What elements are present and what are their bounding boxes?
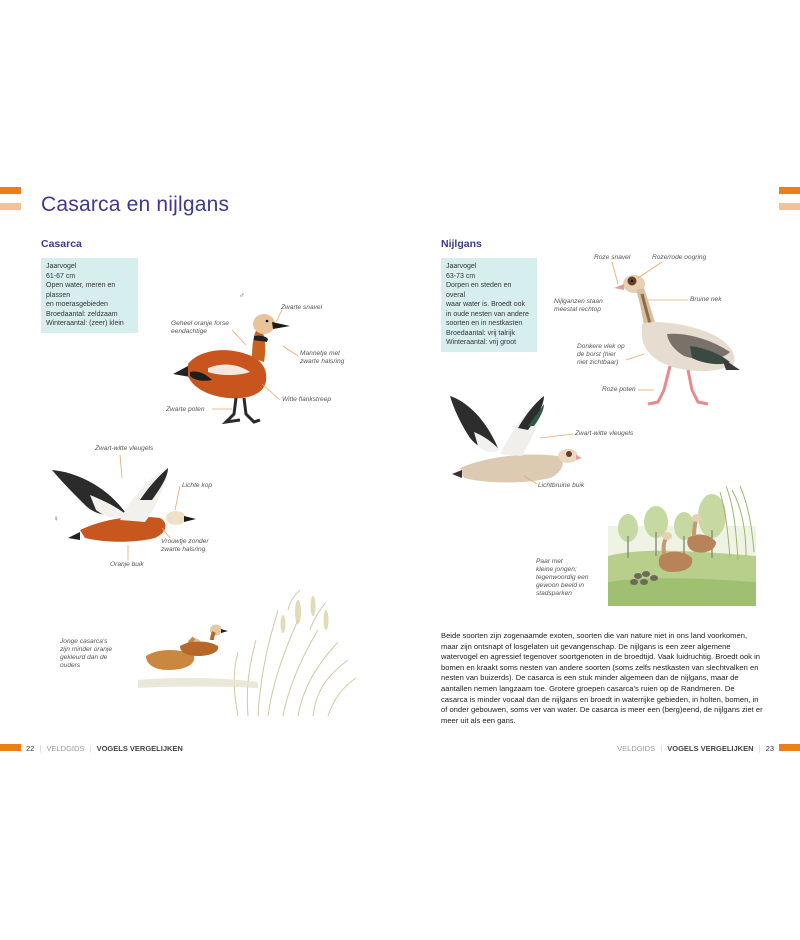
- footer-sep: |: [758, 744, 761, 753]
- label-roze-poten: Roze poten: [602, 386, 636, 393]
- label-roze-snavel: Roze snavel: [594, 254, 631, 261]
- nijlgans-park-family-illustration: [608, 486, 756, 606]
- footer-right: [617, 744, 774, 753]
- footer-series-left: VELDGIDS: [46, 744, 85, 753]
- footer-chapter-left: VOGELS VERGELIJKEN: [96, 744, 183, 753]
- info-line: Broedaantal: zeldzaam: [46, 310, 118, 318]
- label-oranje-buik: Oranje buik: [110, 561, 144, 568]
- label-mannetje-halsring: Mannetje met zwarte halsring: [300, 350, 345, 365]
- page-number-left: 22: [26, 744, 35, 753]
- info-line: Winteraantal: vrij groot: [446, 339, 517, 346]
- info-line: Open water, meren en plassen: [46, 282, 116, 299]
- info-line: in oude nesten van andere: [446, 310, 529, 318]
- label-zwarte-snavel: Zwarte snavel: [281, 304, 323, 311]
- young-casarcas-reeds-illustration: [138, 590, 360, 716]
- info-line: 63-73 cm: [446, 272, 476, 280]
- casarca-heading: Casarca: [41, 238, 82, 250]
- female-symbol: ♀: [53, 514, 59, 523]
- info-line: Dorpen en steden en overal: [446, 282, 512, 299]
- footer-left-bar: [0, 744, 21, 751]
- info-line: 61-67 cm: [46, 272, 76, 280]
- info-line: Jaarvogel: [446, 263, 477, 270]
- info-line: soorten en in nestkasten: [446, 320, 523, 327]
- male-symbol: ♂: [239, 291, 245, 300]
- label-zwart-witte-vleugels-casarca: Zwart-witte vleugels: [95, 445, 154, 452]
- info-line: Winteraantal: (zeer) klein: [46, 320, 124, 327]
- info-line: en moerasgebieden: [46, 301, 108, 308]
- page-number-right: 23: [765, 744, 774, 753]
- footer-series-right: VELDGIDS: [617, 744, 656, 753]
- label-lichtbruine-buik: Lichtbruine buik: [538, 482, 585, 489]
- label-vrouwtje: Vrouwtje zonder zwarte halsring: [161, 538, 209, 553]
- footer-left: [26, 744, 183, 753]
- info-line: Broedaantal: vrij talrijk: [446, 329, 515, 337]
- footer-sep: |: [39, 744, 42, 753]
- nijlgans-heading: Nijlgans: [441, 238, 482, 250]
- footer-right-bar: [779, 744, 800, 751]
- info-line: Jaarvogel: [46, 263, 77, 270]
- label-witte-flankstreep: Witte flankstreep: [282, 396, 332, 403]
- label-nijlganzen-staan: Nijlganzen staan meestal rechtop: [554, 298, 603, 313]
- label-geheel-oranje: Geheel oranje forse eendachtige: [171, 320, 229, 335]
- footer-sep: |: [89, 744, 92, 753]
- label-zwart-witte-vleugels-nijlgans: Zwart-witte vleugels: [575, 430, 634, 437]
- label-bruine-nek: Bruine nek: [690, 296, 722, 303]
- footer-chapter-right: VOGELS VERGELIJKEN: [667, 744, 754, 753]
- label-donkere-vlek: Donkere vlek op de borst (hier niet zichtbaar): [577, 343, 625, 366]
- label-roze-oogring: Roze/rode oogring: [652, 254, 707, 261]
- label-zwarte-poten: Zwarte poten: [166, 406, 205, 413]
- label-jonge-casarcas: Jonge casarca's zijn minder oranje gekleurd dan de ouders: [60, 638, 113, 669]
- footer-sep: |: [660, 744, 663, 753]
- label-lichte-kop: Lichte kop: [182, 482, 213, 489]
- label-paar-met-jongen: Paar met kleine jongen; tegenwoordig een gewoon beeld in stadsparken: [536, 558, 589, 597]
- body-text: Beide soorten zijn zogenaamde exoten, soorten die van nature niet in ons land voorkomen, maar zijn ontsnapt of losgelaten uit gevangenschap. De nijlgans is een zeer algemene watervogel en agressief tegenover soortgenoten in de broedtijd. Vaak luidruchtig. Broedt ook in bomen en kraakt soms nesten van andere soorten (soms zelfs nestkasten van slechtvalken en nesten van buizerds). De casarca is een stuk minder algemeen dan de nijlgans, maar de aantallen nemen langzaam toe. Grotere groepen casarca's ruien op de Randmeren. De casarca is minder vocaal dan de nijlgans en broedt in waterrijke gebieden, in holten, bomen, in of onder gebouwen, soms ver van water. De casarca is meer een (berg)eend, de nijlgans ziet er meer uit als een gans.: [441, 631, 763, 725]
- page-title: Casarca en nijlgans: [41, 193, 230, 216]
- info-line: waar water is. Broedt ook: [446, 301, 525, 308]
